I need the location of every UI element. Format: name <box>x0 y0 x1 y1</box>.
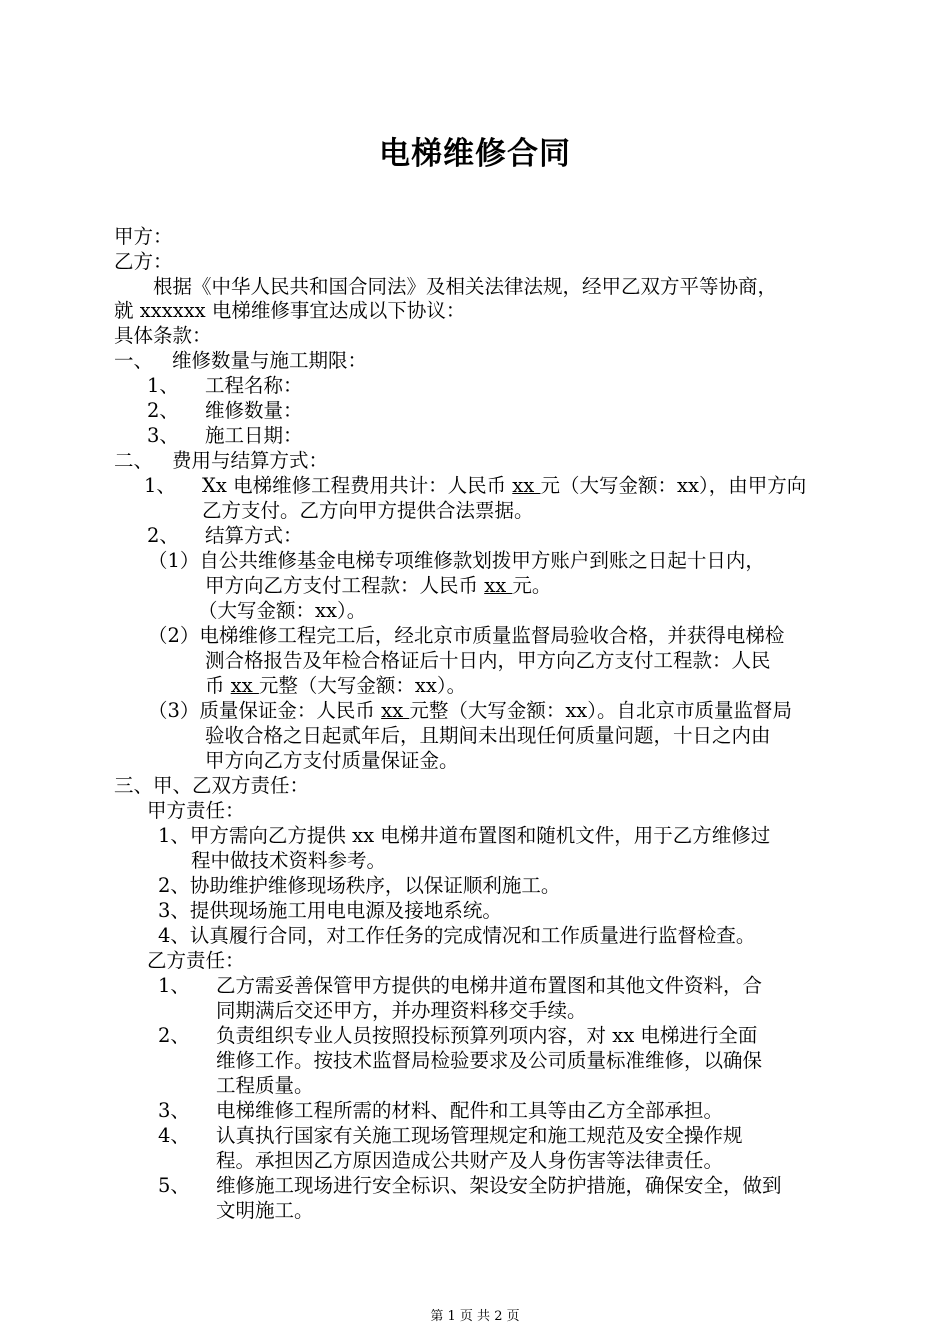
settlement-2-line2: 测合格报告及年检合格证后十日内，甲方向乙方支付工程款：人民 <box>205 649 771 672</box>
settlement-3-line1 <box>148 699 792 723</box>
intro-line-1: 根据《中华人民共和国合同法》及相关法律法规，经甲乙双方平等协商， <box>153 275 778 298</box>
party-b-duty-line: 认真执行国家有关施工现场管理规定和施工规范及安全操作规 <box>216 1124 743 1147</box>
section1-item-text: 施工日期： <box>205 424 303 447</box>
party-a-duty-line: 1、甲方需向乙方提供 xx 电梯井道布置图和随机文件，用于乙方维修过 <box>158 824 771 847</box>
party-b-duty-line: 负责组织专业人员按照投标预算列项内容，对 xx 电梯进行全面 <box>216 1024 758 1047</box>
fee-text-a: Xx 电梯维修工程费用共计：人民币 <box>202 474 513 497</box>
section2-item1-line2: 乙方支付。乙方向甲方提供合法票据。 <box>202 499 534 522</box>
party-b-duty-line: 文明施工。 <box>216 1199 314 1222</box>
settlement-1-line1: （1）自公共维修基金电梯专项维修款划拨甲方账户到账之日起十日内， <box>148 549 765 572</box>
party-a-duty-line: 2、协助维护维修现场秩序，以保证顺利施工。 <box>158 874 561 897</box>
intro-line-2: 就 xxxxxx 电梯维修事宜达成以下协议： <box>114 299 466 322</box>
party-b-duty-line: 电梯维修工程所需的材料、配件和工具等由乙方全部承担。 <box>216 1099 724 1122</box>
settlement-2-text: 币 <box>205 674 231 697</box>
section1-number: 一、 <box>114 349 154 372</box>
settlement-3-text-b: 元整（大写金额：xx）。自北京市质量监督局 <box>409 699 793 722</box>
party-b-duty-number: 2、 <box>158 1024 190 1047</box>
terms-heading: 具体条款： <box>114 324 212 347</box>
settlement-1-line2 <box>205 574 551 598</box>
settlement-2-amount: xx <box>230 674 259 697</box>
party-a-duties-heading: 甲方责任： <box>147 799 245 822</box>
party-a-duty-line: 程中做技术资料参考。 <box>191 849 387 872</box>
party-b-duty-line: 维修施工现场进行安全标识、架设安全防护措施，确保安全，做到 <box>216 1174 782 1197</box>
party-b-duties-heading: 乙方责任： <box>147 949 245 972</box>
settlement-3-line2: 验收合格之日起贰年后，且期间未出现任何质量问题，十日之内由 <box>205 724 771 747</box>
section1-item-text: 维修数量： <box>205 399 303 422</box>
fee-text-b: 元（大写金额：xx），由甲方向 <box>540 474 807 497</box>
section2-item1-number: 1、 <box>144 474 176 497</box>
party-b-duty-number: 4、 <box>158 1124 190 1147</box>
section2-number: 二、 <box>114 449 154 472</box>
party-a-label: 甲方： <box>114 225 173 248</box>
page-footer: 第 1 页 共 2 页 <box>430 1309 520 1324</box>
section2-heading: 费用与结算方式： <box>172 449 329 472</box>
party-a-duty-line: 4、认真履行合同，对工作任务的完成情况和工作质量进行监督检查。 <box>158 924 756 947</box>
settlement-2-unit: 元整（大写金额：xx）。 <box>258 674 467 697</box>
party-b-duty-number: 3、 <box>158 1099 190 1122</box>
section2-item2-number: 2、 <box>147 524 179 547</box>
settlement-1-amount: xx <box>484 574 513 597</box>
section2-item2-text: 结算方式： <box>205 524 303 547</box>
settlement-1-text: 甲方向乙方支付工程款：人民币 <box>205 574 485 597</box>
party-b-duty-line: 同期满后交还甲方，并办理资料移交手续。 <box>216 999 587 1022</box>
settlement-1-line3: （大写金额：xx）。 <box>198 599 367 622</box>
party-b-duty-line: 工程质量。 <box>216 1074 314 1097</box>
party-b-duty-line: 乙方需妥善保管甲方提供的电梯井道布置图和其他文件资料，合 <box>216 974 763 997</box>
section1-heading: 维修数量与施工期限： <box>172 349 368 372</box>
page-title: 电梯维修合同 <box>379 136 571 172</box>
party-a-duty-line: 3、提供现场施工用电电源及接地系统。 <box>158 899 502 922</box>
settlement-3-text-a: （3）质量保证金：人民币 <box>148 699 382 722</box>
party-b-duty-number: 1、 <box>158 974 190 997</box>
section2-item1-line1 <box>202 474 806 498</box>
party-b-duty-line: 程。承担因乙方原因造成公共财产及人身伤害等法律责任。 <box>216 1149 724 1172</box>
section1-item-number: 1、 <box>147 374 179 397</box>
settlement-3-line3: 甲方向乙方支付质量保证金。 <box>205 749 459 772</box>
settlement-2-line1: （2）电梯维修工程完工后，经北京市质量监督局验收合格，并获得电梯检 <box>148 624 785 647</box>
section1-item-text: 工程名称： <box>205 374 303 397</box>
section1-item-number: 2、 <box>147 399 179 422</box>
settlement-3-amount: xx <box>381 699 410 722</box>
section3-heading: 三、甲、乙双方责任： <box>114 774 310 797</box>
party-b-duty-line: 维修工作。按技术监督局检验要求及公司质量标准维修，以确保 <box>216 1049 763 1072</box>
section1-item-number: 3、 <box>147 424 179 447</box>
settlement-2-line3 <box>205 674 466 698</box>
party-b-duty-number: 5、 <box>158 1174 190 1197</box>
party-b-label: 乙方： <box>114 250 173 273</box>
fee-amount: xx <box>512 474 541 497</box>
settlement-1-unit: 元。 <box>512 574 552 597</box>
